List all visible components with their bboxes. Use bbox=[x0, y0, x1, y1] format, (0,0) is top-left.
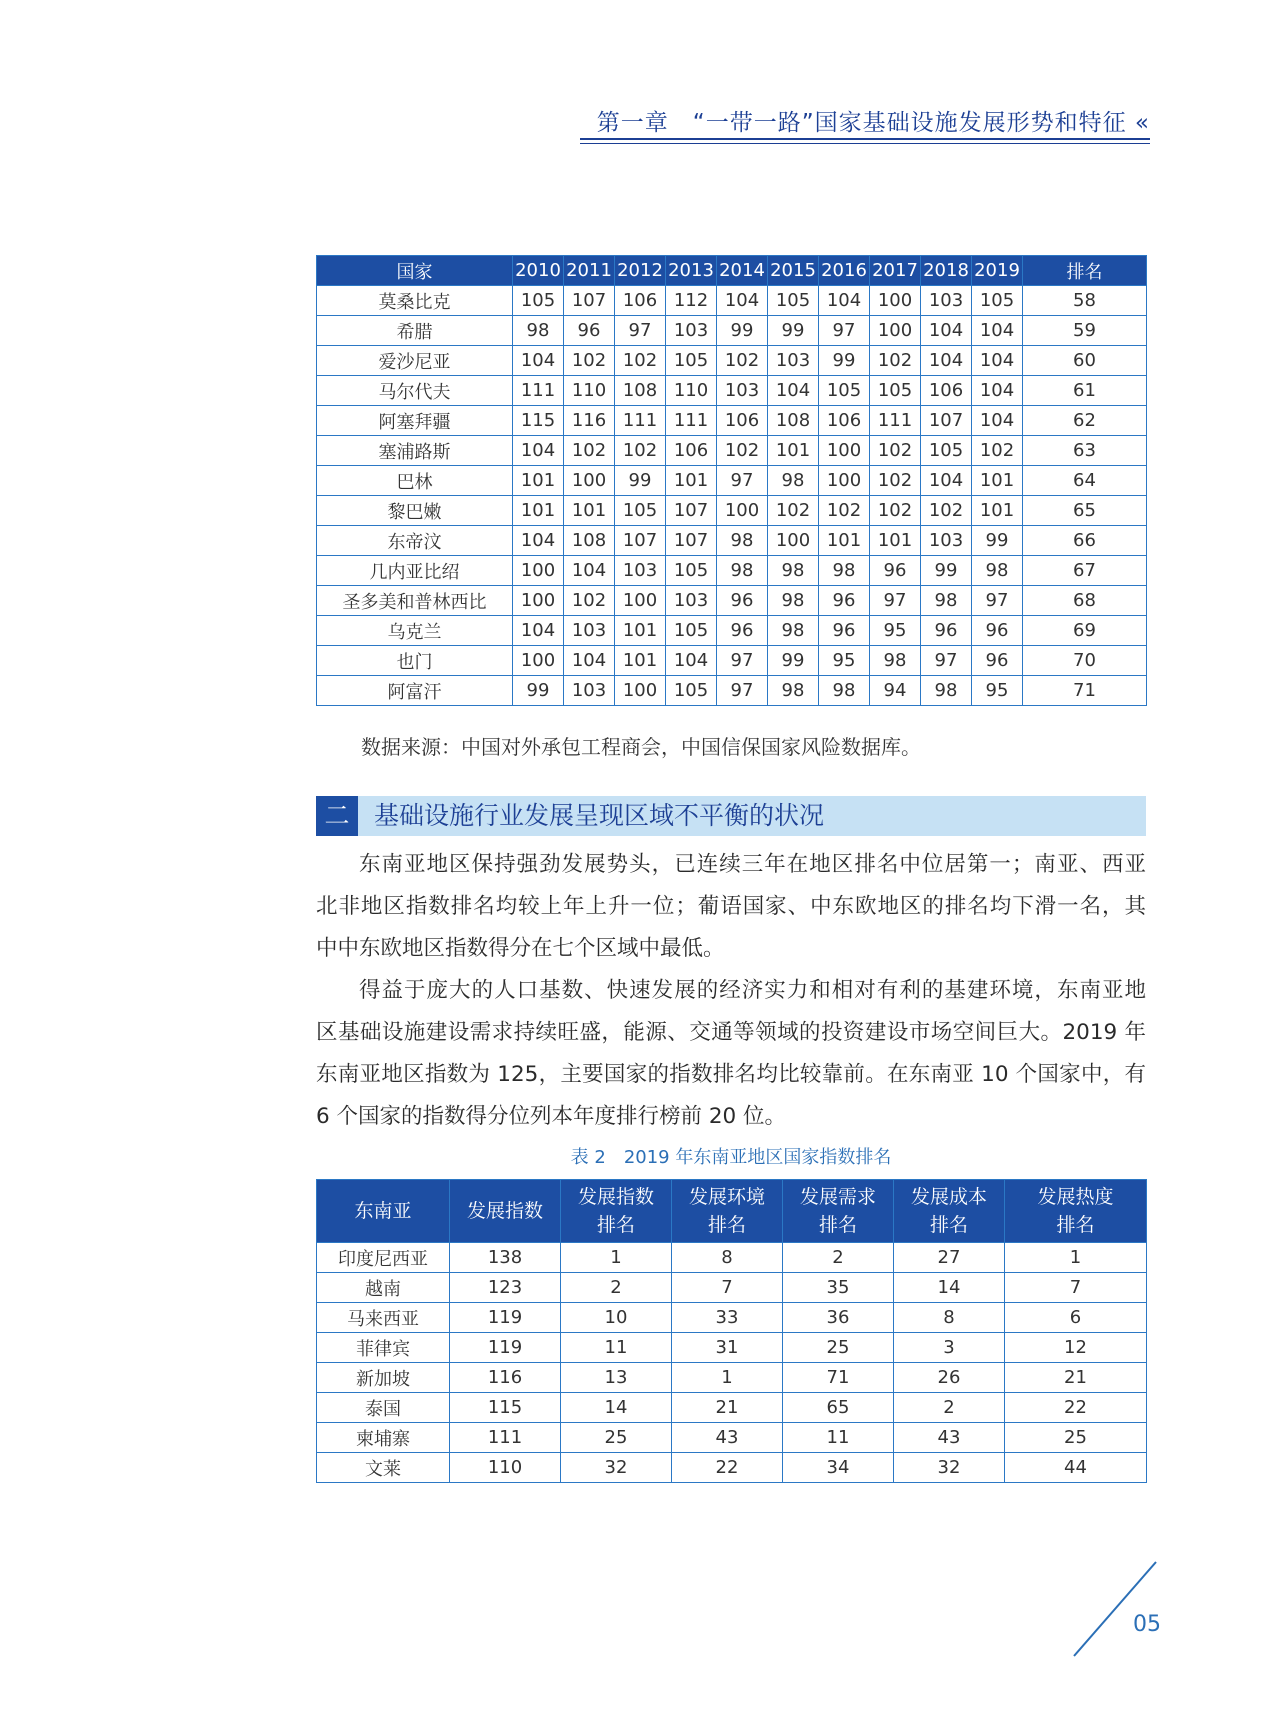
table-row bbox=[317, 346, 1147, 376]
table-row bbox=[317, 1453, 1147, 1483]
value-cell: 96 bbox=[972, 616, 1023, 646]
value-cell: 95 bbox=[819, 646, 870, 676]
value-cell: 104 bbox=[717, 286, 768, 316]
table-caption: 表 2 2019 年东南亚地区国家指数排名 bbox=[570, 1147, 892, 1168]
value-cell: 66 bbox=[1023, 526, 1147, 556]
value-cell: 98 bbox=[819, 556, 870, 586]
value-cell: 33 bbox=[672, 1303, 783, 1333]
value-cell: 104 bbox=[513, 616, 564, 646]
value-cell: 99 bbox=[513, 676, 564, 706]
value-cell: 105 bbox=[819, 376, 870, 406]
value-cell: 103 bbox=[921, 286, 972, 316]
value-cell: 58 bbox=[1023, 286, 1147, 316]
value-cell: 104 bbox=[972, 406, 1023, 436]
column-header: 2017 bbox=[870, 256, 921, 286]
value-cell: 105 bbox=[768, 286, 819, 316]
value-cell: 27 bbox=[894, 1243, 1005, 1273]
value-cell: 34 bbox=[783, 1453, 894, 1483]
chapter-header-title: 第一章 “一带一路”国家基础设施发展形势和特征 « bbox=[596, 110, 1150, 136]
value-cell: 98 bbox=[717, 526, 768, 556]
country-cell: 莫桑比克 bbox=[317, 286, 513, 316]
value-cell: 105 bbox=[921, 436, 972, 466]
value-cell: 107 bbox=[615, 526, 666, 556]
value-cell: 105 bbox=[666, 616, 717, 646]
value-cell: 25 bbox=[783, 1333, 894, 1363]
value-cell: 1 bbox=[1005, 1243, 1147, 1273]
value-cell: 100 bbox=[513, 556, 564, 586]
value-cell: 115 bbox=[513, 406, 564, 436]
value-cell: 102 bbox=[972, 436, 1023, 466]
country-cell: 菲律宾 bbox=[317, 1333, 450, 1363]
country-cell: 马尔代夫 bbox=[317, 376, 513, 406]
value-cell: 102 bbox=[564, 436, 615, 466]
value-cell: 100 bbox=[870, 286, 921, 316]
value-cell: 101 bbox=[666, 466, 717, 496]
value-cell: 96 bbox=[564, 316, 615, 346]
value-cell: 116 bbox=[564, 406, 615, 436]
value-cell: 104 bbox=[768, 376, 819, 406]
country-cell: 巴林 bbox=[317, 466, 513, 496]
paragraph-2 bbox=[316, 970, 1146, 1138]
value-cell: 104 bbox=[921, 316, 972, 346]
value-cell: 98 bbox=[768, 466, 819, 496]
value-cell: 110 bbox=[450, 1453, 561, 1483]
value-cell: 102 bbox=[564, 586, 615, 616]
country-cell: 印度尼西亚 bbox=[317, 1243, 450, 1273]
value-cell: 97 bbox=[717, 646, 768, 676]
value-cell: 32 bbox=[894, 1453, 1005, 1483]
value-cell: 59 bbox=[1023, 316, 1147, 346]
value-cell: 99 bbox=[768, 646, 819, 676]
column-header: 发展热度 排名 bbox=[1005, 1180, 1147, 1243]
value-cell: 100 bbox=[819, 436, 870, 466]
country-cell: 越南 bbox=[317, 1273, 450, 1303]
value-cell: 100 bbox=[513, 646, 564, 676]
paragraph-line: 北非地区指数排名均较上年上升一位；葡语国家、中东欧地区的排名均下滑一名，其 bbox=[316, 894, 1146, 919]
value-cell: 64 bbox=[1023, 466, 1147, 496]
column-header: 2012 bbox=[615, 256, 666, 286]
column-header: 排名 bbox=[1023, 256, 1147, 286]
value-cell: 119 bbox=[450, 1333, 561, 1363]
value-cell: 2 bbox=[783, 1243, 894, 1273]
country-cell: 阿富汗 bbox=[317, 676, 513, 706]
value-cell: 104 bbox=[921, 466, 972, 496]
value-cell: 101 bbox=[870, 526, 921, 556]
value-cell: 102 bbox=[921, 496, 972, 526]
table-row bbox=[317, 616, 1147, 646]
value-cell: 70 bbox=[1023, 646, 1147, 676]
paragraph-line: 6 个国家的指数得分位列本年度排行榜前 20 位。 bbox=[316, 1104, 787, 1129]
country-cell: 也门 bbox=[317, 646, 513, 676]
value-cell: 100 bbox=[513, 586, 564, 616]
value-cell: 105 bbox=[666, 346, 717, 376]
value-cell: 32 bbox=[561, 1453, 672, 1483]
value-cell: 60 bbox=[1023, 346, 1147, 376]
value-cell: 99 bbox=[972, 526, 1023, 556]
table-row bbox=[317, 496, 1147, 526]
value-cell: 63 bbox=[1023, 436, 1147, 466]
value-cell: 11 bbox=[783, 1423, 894, 1453]
value-cell: 97 bbox=[819, 316, 870, 346]
value-cell: 7 bbox=[1005, 1273, 1147, 1303]
value-cell: 98 bbox=[768, 556, 819, 586]
value-cell: 62 bbox=[1023, 406, 1147, 436]
value-cell: 43 bbox=[672, 1423, 783, 1453]
country-cell: 阿塞拜疆 bbox=[317, 406, 513, 436]
value-cell: 102 bbox=[615, 346, 666, 376]
paragraph-1 bbox=[316, 844, 1146, 970]
value-cell: 1 bbox=[672, 1363, 783, 1393]
value-cell: 96 bbox=[819, 586, 870, 616]
table-row bbox=[317, 316, 1147, 346]
value-cell: 110 bbox=[666, 376, 717, 406]
value-cell: 94 bbox=[870, 676, 921, 706]
value-cell: 103 bbox=[768, 346, 819, 376]
value-cell: 107 bbox=[564, 286, 615, 316]
section-title: 基础设施行业发展呈现区域不平衡的状况 bbox=[374, 801, 825, 830]
country-cell: 东帝汶 bbox=[317, 526, 513, 556]
value-cell: 3 bbox=[894, 1333, 1005, 1363]
value-cell: 104 bbox=[972, 376, 1023, 406]
value-cell: 103 bbox=[921, 526, 972, 556]
value-cell: 11 bbox=[561, 1333, 672, 1363]
table-row bbox=[317, 1273, 1147, 1303]
value-cell: 111 bbox=[513, 376, 564, 406]
value-cell: 68 bbox=[1023, 586, 1147, 616]
value-cell: 1 bbox=[561, 1243, 672, 1273]
value-cell: 100 bbox=[819, 466, 870, 496]
value-cell: 6 bbox=[1005, 1303, 1147, 1333]
value-cell: 103 bbox=[717, 376, 768, 406]
value-cell: 98 bbox=[717, 556, 768, 586]
value-cell: 101 bbox=[972, 466, 1023, 496]
value-cell: 105 bbox=[615, 496, 666, 526]
value-cell: 100 bbox=[564, 466, 615, 496]
value-cell: 95 bbox=[870, 616, 921, 646]
table-row bbox=[317, 466, 1147, 496]
value-cell: 61 bbox=[1023, 376, 1147, 406]
table-row bbox=[317, 1333, 1147, 1363]
column-header: 2010 bbox=[513, 256, 564, 286]
value-cell: 105 bbox=[666, 556, 717, 586]
value-cell: 103 bbox=[666, 316, 717, 346]
value-cell: 98 bbox=[768, 616, 819, 646]
value-cell: 111 bbox=[666, 406, 717, 436]
value-cell: 111 bbox=[450, 1423, 561, 1453]
country-cell: 文莱 bbox=[317, 1453, 450, 1483]
value-cell: 10 bbox=[561, 1303, 672, 1333]
value-cell: 104 bbox=[513, 436, 564, 466]
value-cell: 102 bbox=[870, 346, 921, 376]
value-cell: 98 bbox=[870, 646, 921, 676]
southeast-asia-ranking-table bbox=[316, 1179, 1147, 1483]
value-cell: 98 bbox=[768, 586, 819, 616]
value-cell: 104 bbox=[513, 526, 564, 556]
value-cell: 108 bbox=[615, 376, 666, 406]
value-cell: 103 bbox=[564, 676, 615, 706]
value-cell: 100 bbox=[768, 526, 819, 556]
value-cell: 99 bbox=[921, 556, 972, 586]
value-cell: 102 bbox=[717, 346, 768, 376]
value-cell: 7 bbox=[672, 1273, 783, 1303]
value-cell: 102 bbox=[819, 496, 870, 526]
value-cell: 98 bbox=[513, 316, 564, 346]
country-cell: 几内亚比绍 bbox=[317, 556, 513, 586]
column-header: 发展成本 排名 bbox=[894, 1180, 1005, 1243]
value-cell: 97 bbox=[921, 646, 972, 676]
value-cell: 100 bbox=[717, 496, 768, 526]
column-header: 2018 bbox=[921, 256, 972, 286]
column-header: 2015 bbox=[768, 256, 819, 286]
value-cell: 104 bbox=[819, 286, 870, 316]
value-cell: 104 bbox=[666, 646, 717, 676]
value-cell: 101 bbox=[972, 496, 1023, 526]
table-row bbox=[317, 1423, 1147, 1453]
value-cell: 102 bbox=[768, 496, 819, 526]
country-cell: 乌克兰 bbox=[317, 616, 513, 646]
value-cell: 111 bbox=[870, 406, 921, 436]
column-header: 2019 bbox=[972, 256, 1023, 286]
value-cell: 103 bbox=[564, 616, 615, 646]
country-cell: 黎巴嫩 bbox=[317, 496, 513, 526]
section-heading-bar bbox=[316, 796, 1146, 836]
value-cell: 95 bbox=[972, 676, 1023, 706]
value-cell: 119 bbox=[450, 1303, 561, 1333]
value-cell: 108 bbox=[768, 406, 819, 436]
value-cell: 21 bbox=[672, 1393, 783, 1423]
decorative-diagonal-line bbox=[1070, 1560, 1160, 1660]
column-header: 东南亚 bbox=[317, 1180, 450, 1243]
value-cell: 12 bbox=[1005, 1333, 1147, 1363]
value-cell: 101 bbox=[615, 646, 666, 676]
value-cell: 104 bbox=[972, 316, 1023, 346]
value-cell: 99 bbox=[615, 466, 666, 496]
value-cell: 103 bbox=[666, 586, 717, 616]
value-cell: 106 bbox=[819, 406, 870, 436]
country-index-table bbox=[316, 255, 1147, 706]
value-cell: 31 bbox=[672, 1333, 783, 1363]
value-cell: 14 bbox=[894, 1273, 1005, 1303]
value-cell: 105 bbox=[870, 376, 921, 406]
value-cell: 101 bbox=[564, 496, 615, 526]
value-cell: 111 bbox=[615, 406, 666, 436]
value-cell: 44 bbox=[1005, 1453, 1147, 1483]
value-cell: 101 bbox=[615, 616, 666, 646]
value-cell: 97 bbox=[615, 316, 666, 346]
value-cell: 112 bbox=[666, 286, 717, 316]
data-source-note: 数据来源：中国对外承包工程商会，中国信保国家风险数据库。 bbox=[361, 735, 921, 759]
value-cell: 100 bbox=[615, 586, 666, 616]
value-cell: 96 bbox=[819, 616, 870, 646]
value-cell: 102 bbox=[870, 436, 921, 466]
page-number: 05 bbox=[1133, 1612, 1161, 1637]
paragraph-line: 得益于庞大的人口基数、快速发展的经济实力和相对有利的基建环境，东南亚地 bbox=[359, 978, 1146, 1003]
value-cell: 106 bbox=[666, 436, 717, 466]
paragraph-line: 中中东欧地区指数得分在七个区域中最低。 bbox=[316, 936, 725, 961]
value-cell: 105 bbox=[972, 286, 1023, 316]
column-header: 国家 bbox=[317, 256, 513, 286]
table-row bbox=[317, 406, 1147, 436]
column-header: 发展需求 排名 bbox=[783, 1180, 894, 1243]
table-row bbox=[317, 526, 1147, 556]
country-cell: 希腊 bbox=[317, 316, 513, 346]
value-cell: 104 bbox=[564, 646, 615, 676]
table-row bbox=[317, 1303, 1147, 1333]
value-cell: 8 bbox=[672, 1243, 783, 1273]
value-cell: 107 bbox=[666, 496, 717, 526]
value-cell: 100 bbox=[870, 316, 921, 346]
value-cell: 71 bbox=[783, 1363, 894, 1393]
value-cell: 103 bbox=[615, 556, 666, 586]
value-cell: 99 bbox=[768, 316, 819, 346]
value-cell: 97 bbox=[717, 466, 768, 496]
value-cell: 69 bbox=[1023, 616, 1147, 646]
value-cell: 21 bbox=[1005, 1363, 1147, 1393]
column-header: 2013 bbox=[666, 256, 717, 286]
value-cell: 67 bbox=[1023, 556, 1147, 586]
column-header: 发展环境 排名 bbox=[672, 1180, 783, 1243]
value-cell: 116 bbox=[450, 1363, 561, 1393]
value-cell: 102 bbox=[564, 346, 615, 376]
value-cell: 99 bbox=[819, 346, 870, 376]
value-cell: 43 bbox=[894, 1423, 1005, 1453]
header-rule-thin bbox=[580, 143, 1150, 144]
value-cell: 97 bbox=[870, 586, 921, 616]
table-row bbox=[317, 1243, 1147, 1273]
table-row bbox=[317, 1393, 1147, 1423]
value-cell: 107 bbox=[666, 526, 717, 556]
value-cell: 2 bbox=[894, 1393, 1005, 1423]
value-cell: 71 bbox=[1023, 676, 1147, 706]
value-cell: 8 bbox=[894, 1303, 1005, 1333]
section-number: 二 bbox=[316, 796, 358, 836]
column-header: 2016 bbox=[819, 256, 870, 286]
value-cell: 96 bbox=[717, 586, 768, 616]
value-cell: 101 bbox=[819, 526, 870, 556]
value-cell: 138 bbox=[450, 1243, 561, 1273]
country-cell: 爱沙尼亚 bbox=[317, 346, 513, 376]
value-cell: 115 bbox=[450, 1393, 561, 1423]
value-cell: 123 bbox=[450, 1273, 561, 1303]
value-cell: 97 bbox=[972, 586, 1023, 616]
table-row bbox=[317, 376, 1147, 406]
value-cell: 98 bbox=[768, 676, 819, 706]
table-row bbox=[317, 436, 1147, 466]
value-cell: 110 bbox=[564, 376, 615, 406]
value-cell: 106 bbox=[921, 376, 972, 406]
value-cell: 105 bbox=[666, 676, 717, 706]
value-cell: 65 bbox=[783, 1393, 894, 1423]
value-cell: 106 bbox=[615, 286, 666, 316]
value-cell: 100 bbox=[615, 676, 666, 706]
table-row bbox=[317, 586, 1147, 616]
country-cell: 新加坡 bbox=[317, 1363, 450, 1393]
paragraph-line: 东南亚地区保持强劲发展势头，已连续三年在地区排名中位居第一；南亚、西亚 bbox=[359, 852, 1146, 877]
value-cell: 26 bbox=[894, 1363, 1005, 1393]
paragraph-line: 东南亚地区指数为 125，主要国家的指数排名均比较靠前。在东南亚 10 个国家中，有 bbox=[316, 1062, 1146, 1087]
value-cell: 25 bbox=[1005, 1423, 1147, 1453]
country-cell: 圣多美和普林西比 bbox=[317, 586, 513, 616]
value-cell: 14 bbox=[561, 1393, 672, 1423]
country-cell: 泰国 bbox=[317, 1393, 450, 1423]
value-cell: 104 bbox=[513, 346, 564, 376]
column-header: 2014 bbox=[717, 256, 768, 286]
value-cell: 96 bbox=[717, 616, 768, 646]
value-cell: 22 bbox=[672, 1453, 783, 1483]
value-cell: 102 bbox=[717, 436, 768, 466]
value-cell: 104 bbox=[921, 346, 972, 376]
value-cell: 102 bbox=[615, 436, 666, 466]
table-row bbox=[317, 286, 1147, 316]
value-cell: 107 bbox=[921, 406, 972, 436]
value-cell: 101 bbox=[513, 496, 564, 526]
value-cell: 99 bbox=[717, 316, 768, 346]
table-row bbox=[317, 1363, 1147, 1393]
value-cell: 22 bbox=[1005, 1393, 1147, 1423]
table-row bbox=[317, 646, 1147, 676]
value-cell: 104 bbox=[972, 346, 1023, 376]
value-cell: 98 bbox=[921, 676, 972, 706]
value-cell: 65 bbox=[1023, 496, 1147, 526]
header-rule bbox=[580, 138, 1150, 140]
value-cell: 104 bbox=[564, 556, 615, 586]
country-cell: 马来西亚 bbox=[317, 1303, 450, 1333]
value-cell: 35 bbox=[783, 1273, 894, 1303]
value-cell: 96 bbox=[972, 646, 1023, 676]
column-header: 发展指数 bbox=[450, 1180, 561, 1243]
value-cell: 106 bbox=[717, 406, 768, 436]
value-cell: 98 bbox=[972, 556, 1023, 586]
value-cell: 96 bbox=[870, 556, 921, 586]
column-header: 2011 bbox=[564, 256, 615, 286]
value-cell: 97 bbox=[717, 676, 768, 706]
column-header: 发展指数 排名 bbox=[561, 1180, 672, 1243]
value-cell: 36 bbox=[783, 1303, 894, 1333]
value-cell: 101 bbox=[768, 436, 819, 466]
value-cell: 13 bbox=[561, 1363, 672, 1393]
value-cell: 108 bbox=[564, 526, 615, 556]
value-cell: 105 bbox=[513, 286, 564, 316]
table-header-row bbox=[317, 256, 1147, 286]
table-row bbox=[317, 556, 1147, 586]
value-cell: 25 bbox=[561, 1423, 672, 1453]
value-cell: 98 bbox=[819, 676, 870, 706]
country-cell: 塞浦路斯 bbox=[317, 436, 513, 466]
country-cell: 柬埔寨 bbox=[317, 1423, 450, 1453]
value-cell: 101 bbox=[513, 466, 564, 496]
value-cell: 98 bbox=[921, 586, 972, 616]
value-cell: 96 bbox=[921, 616, 972, 646]
value-cell: 102 bbox=[870, 466, 921, 496]
value-cell: 2 bbox=[561, 1273, 672, 1303]
table-header-row bbox=[317, 1180, 1147, 1243]
value-cell: 102 bbox=[870, 496, 921, 526]
table-row bbox=[317, 676, 1147, 706]
paragraph-line: 区基础设施建设需求持续旺盛，能源、交通等领域的投资建设市场空间巨大。2019 年 bbox=[316, 1020, 1146, 1045]
